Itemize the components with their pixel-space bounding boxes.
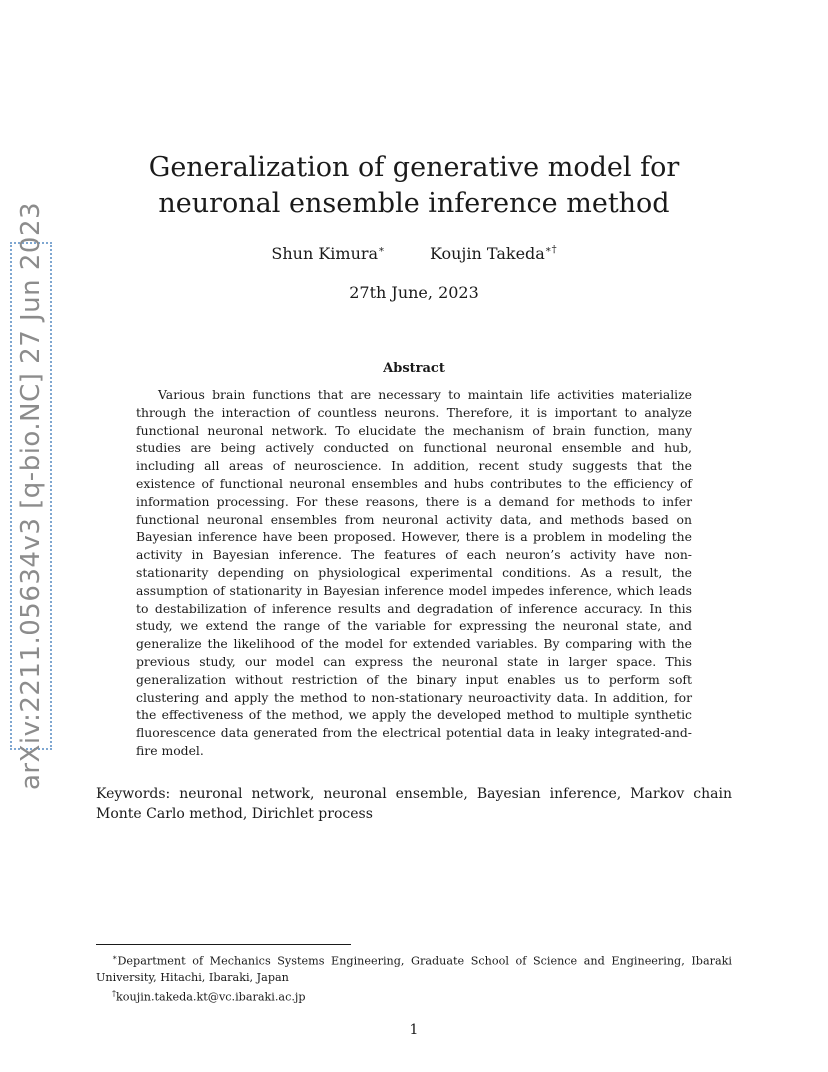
abstract-heading: Abstract bbox=[383, 361, 445, 376]
author-2-name: Koujin Takeda bbox=[429, 244, 545, 263]
author-1-name: Shun Kimura bbox=[271, 244, 379, 263]
footnote-1-text: Department of Mechanics Systems Engineering, Graduate School of Science and Engineering, Ibaraki University, Hitachi, Ibaraki, Japan bbox=[96, 954, 732, 984]
publication-date: 27th June, 2023 bbox=[349, 283, 479, 302]
arxiv-stamp bbox=[10, 201, 52, 791]
author-list bbox=[96, 244, 732, 263]
footnote-rule bbox=[96, 944, 351, 945]
footnote-2-text: koujin.takeda.kt@vc.ibaraki.ac.jp bbox=[116, 990, 306, 1004]
page-number: 1 bbox=[409, 1022, 419, 1038]
paper-title: Generalization of generative model for neuronal ensemble inference method bbox=[148, 152, 680, 219]
footnote-1-mark: ∗ bbox=[112, 953, 118, 962]
author-1 bbox=[271, 244, 385, 263]
footnote-affiliation bbox=[96, 950, 732, 986]
footnotes bbox=[96, 950, 732, 1005]
author-2-mark: ∗† bbox=[544, 244, 557, 256]
footnote-email bbox=[96, 986, 732, 1006]
abstract-text: Various brain functions that are necessary to maintain life activities materialize through the interaction of countless neurons. Therefore, it is important to analyze functional neuronal network. To elucidate the mechanism of brain function, many studies are being actively conducted on functional neuronal ensemble and hub, including all areas of neuroscience. In addition, recent study suggests that the existence of functional neuronal ensembles and hubs contributes to the efficiency of information processing. For these reasons, there is a demand for methods to infer functional neuronal ensembles from neuronal activity data, and methods based on Bayesian inference have been proposed. However, there is a problem in modeling the activity in Bayesian inference. The features of each neuron’s activity have non-stationarity depending on physiological experimental conditions. As a result, the assumption of stationarity in Bayesian inference model impedes inference, which leads to destabilization of inference results and degradation of inference accuracy. In this study, we extend the range of the variable for expressing the neuronal state, and generalize the likelihood of the model for extended variables. By comparing with the previous study, our model can express the neuronal state in larger space. This generalization without restriction of the binary input enables us to perform soft clustering and apply the method to non-stationary neuroactivity data. In addition, for the effectiveness of the method, we apply the developed method to multiple synthetic fluorescence data generated from the electrical potential data in leaky integrated-and-fire model. bbox=[136, 387, 692, 758]
keywords: Keywords: neuronal network, neuronal ensemble, Bayesian inference, Markov chain Monte Carlo method, Dirichlet process bbox=[96, 786, 732, 822]
author-1-mark: ∗ bbox=[378, 244, 385, 256]
arxiv-id: arXiv:2211.05634v3 [q-bio.NC] 27 Jun 2023 bbox=[16, 201, 46, 791]
footnote-2-mark: † bbox=[112, 988, 116, 998]
author-2 bbox=[430, 244, 557, 263]
